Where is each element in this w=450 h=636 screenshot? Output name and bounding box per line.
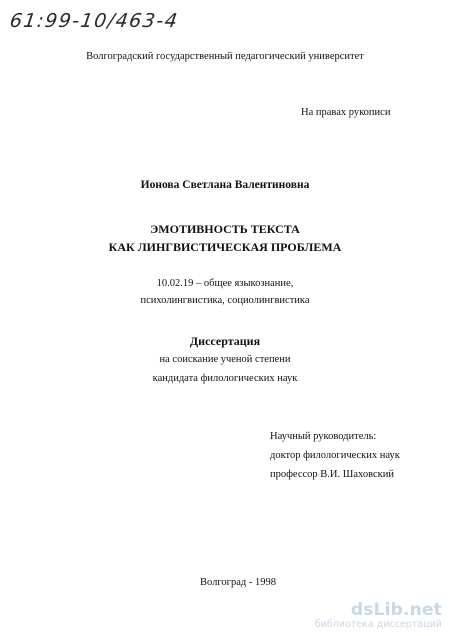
dissertation-title-line-2: КАК ЛИНГВИСТИЧЕСКАЯ ПРОБЛЕМА [108,240,342,254]
specialty-code: 10.02.19 – общее языкознание, [156,278,294,289]
university-name: Волгоградский государственный педагогический университет [86,51,364,62]
supervisor-label: Научный руководитель: [270,431,377,442]
watermark-subtitle: библиотека диссертаций [314,619,442,630]
watermark-logo: dsLib.net [350,600,442,620]
handwritten-catalog-code: 61:99-10/463-4 [8,10,180,32]
degree-purpose-line-1: на соискание ученой степени [159,354,291,365]
author-name: Ионова Светлана Валентиновна [140,179,310,191]
supervisor-name: профессор В.И. Шаховский [270,469,395,480]
supervisor-degree: доктор филологических наук [270,450,400,461]
city-and-year: Волгоград - 1998 [200,577,276,588]
dissertation-title-line-1: ЭМОТИВНОСТЬ ТЕКСТА [150,222,300,236]
degree-purpose-line-2: кандидата филологических наук [152,373,298,384]
specialty-fields: психолингвистика, социолингвистика [140,295,310,306]
manuscript-rights-note: На правах рукописи [301,107,391,118]
work-type-heading: Диссертация [189,334,261,348]
watermark [315,600,442,630]
